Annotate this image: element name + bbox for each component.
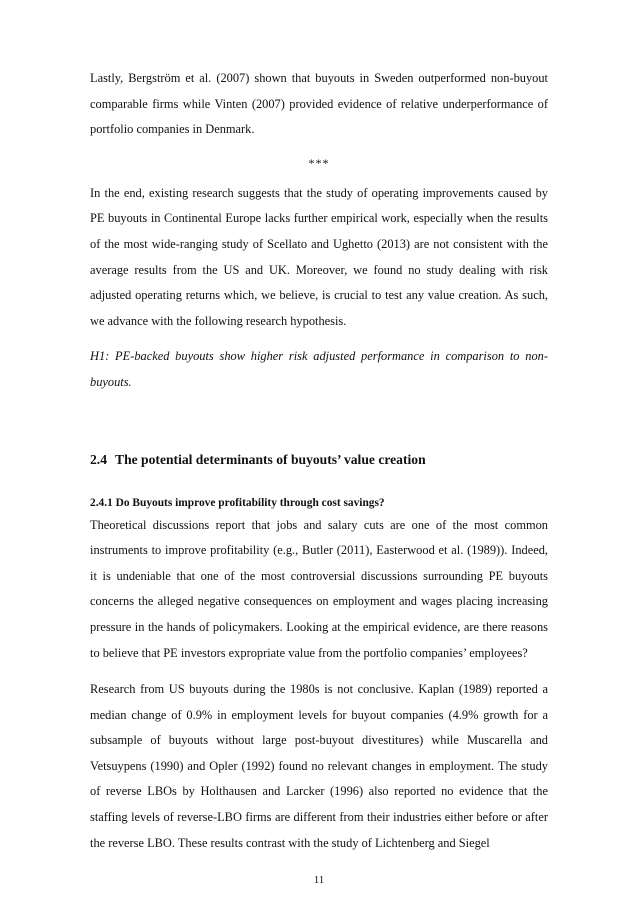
paragraph-theoretical-discussions: Theoretical discussions report that jobs and salary cuts are one of the most common instruments to improve profitability (e.g., Butler (2011), Easterwood et al. (1989)). Indeed, it is undeniable that one of the most controversial discussions surrounding PE buyouts concerns the alleged negative consequences on employment and wages placing increasing pressure in the hands of policymakers. Looking at the empirical evidence, are there reasons to believe that PE investors expropriate value from the portfolio companies’ employees?: [90, 517, 548, 660]
subsection-heading: 2.4.1 Do Buyouts improve profitability through cost savings?: [90, 496, 385, 509]
paragraph-us-buyouts-research: Research from US buyouts during the 1980s is not conclusive. Kaplan (1989) reported a median change of 0.9% in employment levels for buyout companies (4.9% growth for a subsample of buyouts without large post-buyout divestitures) while Muscarella and Vetsuypens (1990) and Opler (1992) found no relevant changes in employment. The study of reverse LBOs by Holthausen and Larcker (1996) also reported no evidence that the staffing levels of reverse-LBO firms are different from their industries either before or after the reverse LBO. These results contrast with the study of Lichtenberg and Siegel: [90, 682, 548, 850]
page-body: [90, 66, 548, 856]
section-title: The potential determinants of buyouts’ value creation: [115, 451, 426, 467]
section-heading: [90, 450, 548, 470]
section-separator: ***: [308, 155, 330, 170]
page-number: 11: [313, 874, 325, 886]
hypothesis-h1: H1: PE-backed buyouts show higher risk adjusted performance in comparison to non-buyouts.: [90, 349, 548, 389]
paragraph-bergstrom: Lastly, Bergström et al. (2007) shown that buyouts in Sweden outperformed non-buyout comparable firms while Vinten (2007) provided evidence of relative underperformance of portfolio companies in Denmark.: [90, 71, 548, 137]
section-number: 2.4: [90, 451, 107, 467]
paragraph-existing-research: In the end, existing research suggests that the study of operating improvements caused by PE buyouts in Continental Europe lacks further empirical work, especially when the results of the most wide-ranging study of Scellato and Ughetto (2013) are not consistent with the average results from the US and UK. Moreover, we found no study dealing with risk adjusted operating returns which, we believe, is crucial to test any value creation. As such, we advance with the following research hypothesis.: [90, 185, 548, 328]
